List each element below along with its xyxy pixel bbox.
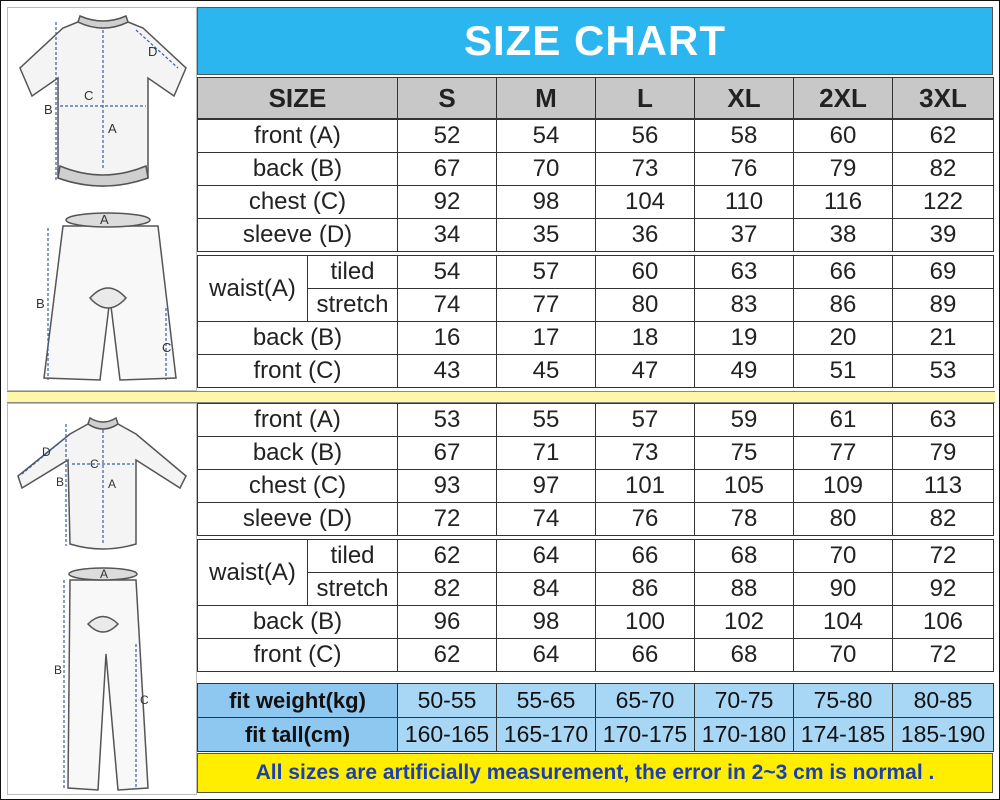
value-cell: 84 [497,573,596,606]
fit-label: fit tall(cm) [198,718,398,752]
value-cell: 82 [893,153,994,186]
value-cell: 74 [398,289,497,322]
value-cell: 61 [794,404,893,437]
value-cell: 82 [893,503,994,536]
value-cell: 174-185 [794,718,893,752]
value-cell: 62 [398,540,497,573]
waist-sub-label: tiled [308,256,398,289]
value-cell: 104 [596,186,695,219]
size-header-row [197,77,994,119]
long-set-drawing [8,404,196,794]
value-cell: 170-180 [695,718,794,752]
value-cell: 18 [596,322,695,355]
value-cell: 60 [596,256,695,289]
value-cell: 74 [497,503,596,536]
waist-row [198,256,994,289]
value-cell: 20 [794,322,893,355]
value-cell: 67 [398,437,497,470]
waist-label: waist(A) [198,540,308,606]
value-cell: 160-165 [398,718,497,752]
pants-b-label: B [54,663,63,677]
long-set-illustration [7,403,197,795]
value-cell: 82 [398,573,497,606]
value-cell: 36 [596,219,695,252]
waist-label: waist(A) [198,256,308,322]
value-cell: 72 [893,639,994,672]
value-cell: 122 [893,186,994,219]
row-label: sleeve (D) [198,503,398,536]
size-header-l: L [596,78,695,119]
value-cell: 62 [398,639,497,672]
long-jersey-d-label: D [42,445,51,459]
measurement-row [198,470,994,503]
value-cell: 17 [497,322,596,355]
value-cell: 110 [695,186,794,219]
value-cell: 58 [695,120,794,153]
value-cell: 80 [794,503,893,536]
value-cell: 55-65 [497,684,596,718]
value-cell: 97 [497,470,596,503]
value-cell: 70 [794,540,893,573]
value-cell: 57 [497,256,596,289]
shorts-icon [44,213,176,380]
value-cell: 49 [695,355,794,388]
shorts-c-label: C [162,340,172,355]
value-cell: 93 [398,470,497,503]
value-cell: 102 [695,606,794,639]
measurement-row [198,639,994,672]
value-cell: 78 [695,503,794,536]
section-divider [7,391,995,403]
value-cell: 59 [695,404,794,437]
fit-row [198,684,994,718]
long-set-table [197,403,994,672]
value-cell: 79 [794,153,893,186]
pants-a-label: A [100,567,109,581]
chart-title-bar [197,7,993,75]
value-cell: 55 [497,404,596,437]
measurement-row [198,186,994,219]
row-label: front (A) [198,404,398,437]
measurement-row [198,120,994,153]
value-cell: 70 [794,639,893,672]
value-cell: 79 [893,437,994,470]
value-cell: 53 [893,355,994,388]
value-cell: 86 [794,289,893,322]
jersey-b-label: B [44,102,53,117]
value-cell: 43 [398,355,497,388]
measurement-row [198,322,994,355]
long-jersey-a-label: A [108,477,117,491]
row-label: front (C) [198,639,398,672]
short-set-table [197,119,994,388]
row-label: chest (C) [198,470,398,503]
value-cell: 76 [695,153,794,186]
long-jersey-b-label: B [56,475,65,489]
value-cell: 76 [596,503,695,536]
chart-title: SIZE CHART [464,17,726,64]
value-cell: 73 [596,437,695,470]
fit-row [198,718,994,752]
measurement-row [198,153,994,186]
value-cell: 116 [794,186,893,219]
value-cell: 185-190 [893,718,994,752]
waist-sub-label: tiled [308,540,398,573]
value-cell: 38 [794,219,893,252]
value-cell: 63 [893,404,994,437]
size-header-s: S [398,78,497,119]
value-cell: 45 [497,355,596,388]
value-cell: 68 [695,639,794,672]
value-cell: 56 [596,120,695,153]
value-cell: 64 [497,639,596,672]
value-cell: 92 [893,573,994,606]
waist-row [198,289,994,322]
value-cell: 105 [695,470,794,503]
jersey-d-label: D [148,44,158,59]
size-header-m: M [497,78,596,119]
value-cell: 98 [497,606,596,639]
shorts-b-label: B [36,296,45,311]
value-cell: 109 [794,470,893,503]
value-cell: 88 [695,573,794,606]
value-cell: 92 [398,186,497,219]
row-label: back (B) [198,322,398,355]
row-label: back (B) [198,606,398,639]
size-header-xl: XL [695,78,794,119]
value-cell: 65-70 [596,684,695,718]
value-cell: 77 [794,437,893,470]
shorts-a-label: A [100,212,109,227]
measurement-row [198,437,994,470]
measurement-row [198,606,994,639]
value-cell: 86 [596,573,695,606]
row-label: front (A) [198,120,398,153]
jersey-a-label: A [108,121,117,136]
value-cell: 63 [695,256,794,289]
value-cell: 39 [893,219,994,252]
value-cell: 69 [893,256,994,289]
value-cell: 89 [893,289,994,322]
row-label: sleeve (D) [198,219,398,252]
value-cell: 70 [497,153,596,186]
value-cell: 101 [596,470,695,503]
value-cell: 77 [497,289,596,322]
short-set-drawing [8,8,196,390]
value-cell: 100 [596,606,695,639]
row-label: front (C) [198,355,398,388]
value-cell: 170-175 [596,718,695,752]
value-cell: 67 [398,153,497,186]
size-header-2xl: 2XL [794,78,893,119]
waist-row [198,540,994,573]
value-cell: 66 [794,256,893,289]
value-cell: 54 [398,256,497,289]
fit-table [197,683,994,752]
fit-label: fit weight(kg) [198,684,398,718]
value-cell: 83 [695,289,794,322]
value-cell: 80-85 [893,684,994,718]
value-cell: 113 [893,470,994,503]
long-jersey-c-label: C [90,457,99,471]
value-cell: 60 [794,120,893,153]
value-cell: 16 [398,322,497,355]
short-set-illustration [7,7,197,391]
row-label: back (B) [198,437,398,470]
long-jersey-icon [18,418,186,549]
value-cell: 80 [596,289,695,322]
value-cell: 52 [398,120,497,153]
value-cell: 96 [398,606,497,639]
measurement-row [198,404,994,437]
value-cell: 72 [398,503,497,536]
footer-note-bar [197,753,993,793]
value-cell: 72 [893,540,994,573]
value-cell: 47 [596,355,695,388]
value-cell: 50-55 [398,684,497,718]
value-cell: 51 [794,355,893,388]
value-cell: 21 [893,322,994,355]
measurement-row [198,355,994,388]
size-header-label: SIZE [198,78,398,119]
value-cell: 104 [794,606,893,639]
value-cell: 62 [893,120,994,153]
value-cell: 66 [596,540,695,573]
value-cell: 19 [695,322,794,355]
value-cell: 68 [695,540,794,573]
row-label: chest (C) [198,186,398,219]
measurement-row [198,503,994,536]
jersey-c-label: C [84,88,94,103]
value-cell: 71 [497,437,596,470]
value-cell: 75-80 [794,684,893,718]
value-cell: 37 [695,219,794,252]
value-cell: 70-75 [695,684,794,718]
value-cell: 73 [596,153,695,186]
value-cell: 64 [497,540,596,573]
value-cell: 53 [398,404,497,437]
value-cell: 165-170 [497,718,596,752]
pants-c-label: C [140,693,149,707]
value-cell: 75 [695,437,794,470]
value-cell: 106 [893,606,994,639]
value-cell: 66 [596,639,695,672]
value-cell: 34 [398,219,497,252]
value-cell: 98 [497,186,596,219]
waist-row [198,573,994,606]
value-cell: 90 [794,573,893,606]
value-cell: 35 [497,219,596,252]
measurement-row [198,219,994,252]
size-header-3xl: 3XL [893,78,994,119]
footer-note: All sizes are artificially measurement, the error in 2~3 cm is normal . [255,761,935,784]
value-cell: 54 [497,120,596,153]
value-cell: 57 [596,404,695,437]
waist-sub-label: stretch [308,289,398,322]
row-label: back (B) [198,153,398,186]
waist-sub-label: stretch [308,573,398,606]
